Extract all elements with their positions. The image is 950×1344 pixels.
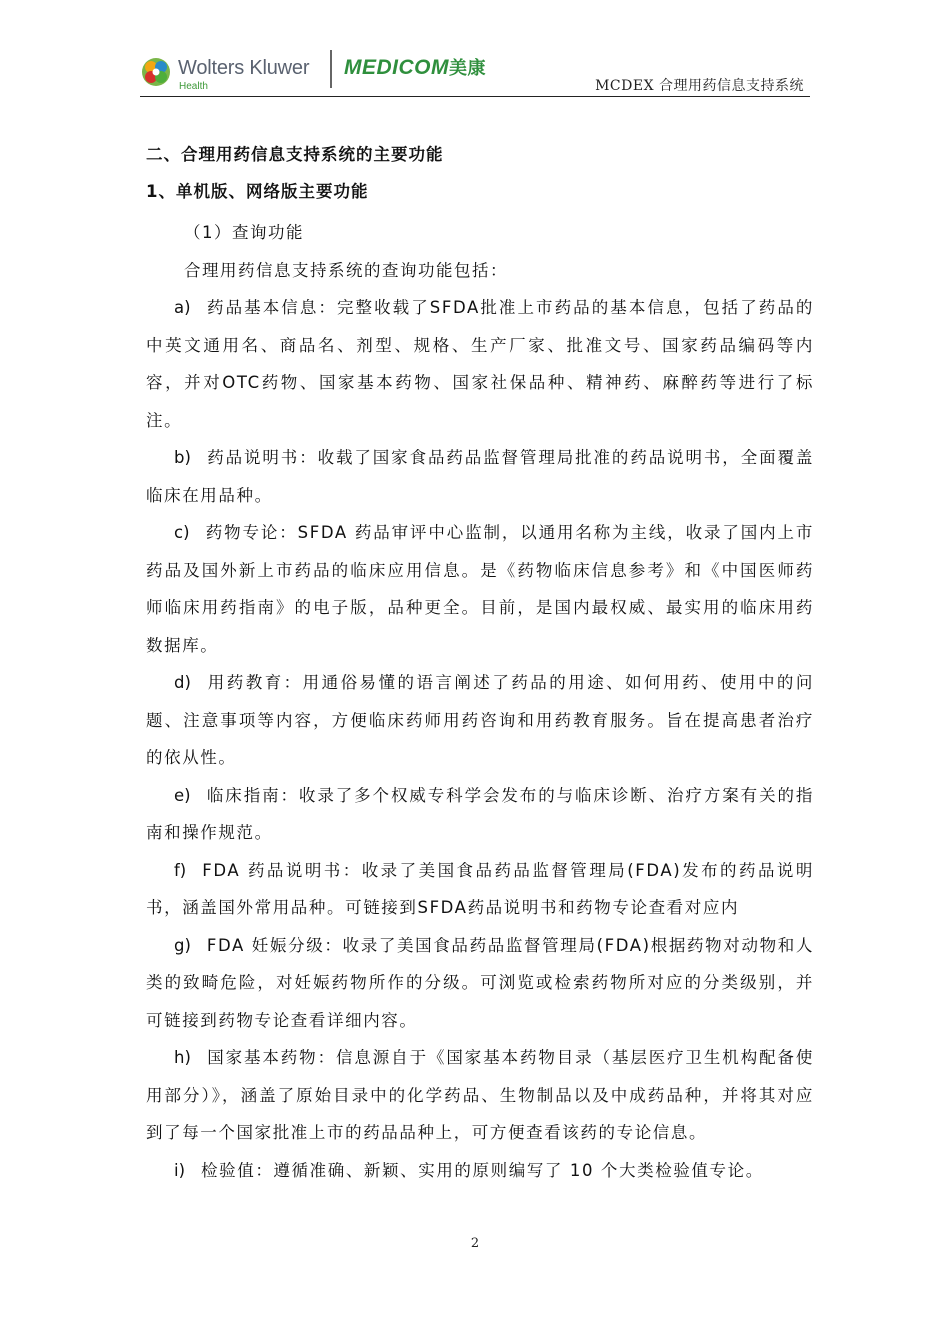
list-item: [146, 1152, 814, 1190]
list-item-text: 国家基本药物：信息源自于《国家基本药物目录（基层医疗卫生机构配备使用部分）》，涵盖了原始目录中的化学药品、生物制品以及中成药品种，并将其对应到了每一个国家批准上市的药品品种上，可方便查看该药的专论信息。: [146, 1048, 814, 1142]
intro-text: 合理用药信息支持系统的查询功能包括：: [184, 260, 508, 280]
list-item-label: b): [174, 448, 191, 467]
list-item-text: 用药教育：用通俗易懂的语言阐述了药品的用途、如何用药、使用中的问题、注意事项等内容，方便临床药师用药咨询和用药教育服务。旨在提高患者治疗的依从性。: [146, 673, 814, 767]
sub-item-title: （1）查询功能: [184, 223, 304, 242]
list-item: [146, 289, 814, 439]
list-item-label: i): [174, 1160, 186, 1180]
medicom-logo-cn: 美康: [449, 58, 486, 78]
list-item-label: f): [174, 860, 187, 880]
medicom-logo-text: MEDICOM: [344, 56, 449, 79]
brand-name: Wolters Kluwer: [178, 57, 310, 79]
list-item: [146, 927, 814, 1040]
main-content: [146, 140, 814, 1189]
list-item: [146, 439, 814, 514]
list-item-label: d): [174, 673, 191, 692]
list-item-label: a): [174, 298, 191, 317]
list-item-label: c): [174, 523, 190, 542]
list-item-text: 临床指南：收录了多个权威专科学会发布的与临床诊断、治疗方案有关的指南和操作规范。: [146, 785, 814, 842]
page-header: [140, 44, 810, 97]
list-item-label: h): [174, 1048, 191, 1067]
logo-divider: [330, 50, 332, 88]
medicom-logo: [344, 54, 486, 80]
list-item-text: 药物专论：SFDA 药品审评中心监制，以通用名称为主线，收录了国内上市药品及国外新上市药品的临床应用信息。是《药物临床信息参考》和《中国医师药师临床用药指南》的电子版，品种更全。目前，是国内最权威、最实用的临床用药数据库。: [146, 523, 814, 655]
document-title: MCDEX 合理用药信息支持系统: [595, 78, 804, 94]
list-item: [146, 1039, 814, 1152]
wolters-kluwer-logo: [140, 52, 315, 92]
list-item: [146, 514, 814, 664]
list-item-label: g): [174, 935, 191, 955]
section-title: 二、合理用药信息支持系统的主要功能: [146, 145, 444, 164]
list-item: [146, 852, 814, 927]
list-item-text: FDA 药品说明书：收录了美国食品药品监督管理局(FDA)发布的药品说明书，涵盖国外常用品种。可链接到SFDA药品说明书和药物专论查看对应内: [146, 860, 814, 917]
subsection-title: 1、单机版、网络版主要功能: [146, 182, 369, 201]
wolters-kluwer-globe-icon: [140, 56, 172, 88]
list-item-text: 检验值：遵循准确、新颖、实用的原则编写了 10 个大类检验值专论。: [201, 1160, 764, 1180]
page-number: 2: [470, 1236, 480, 1251]
list-item: [146, 664, 814, 777]
list-item-text: 药品基本信息：完整收载了SFDA批准上市药品的基本信息，包括了药品的中英文通用名、商品名、剂型、规格、生产厂家、批准文号、国家药品编码等内容，并对OTC药物、国家基本药物、国家社保品种、精神药、麻醉药等进行了标注。: [146, 298, 814, 430]
list-item: [146, 777, 814, 852]
list-item-text: FDA 妊娠分级：收录了美国食品药品监督管理局(FDA)根据药物对动物和人类的致畸危险，对妊娠药物所作的分级。可浏览或检索药物所对应的分类级别，并可链接到药物专论查看详细内容。: [146, 935, 814, 1030]
list-item-text: 药品说明书：收载了国家食品药品监督管理局批准的药品说明书，全面覆盖临床在用品种。: [146, 448, 814, 505]
list-item-label: e): [174, 785, 191, 805]
brand-sub: Health: [179, 81, 208, 92]
